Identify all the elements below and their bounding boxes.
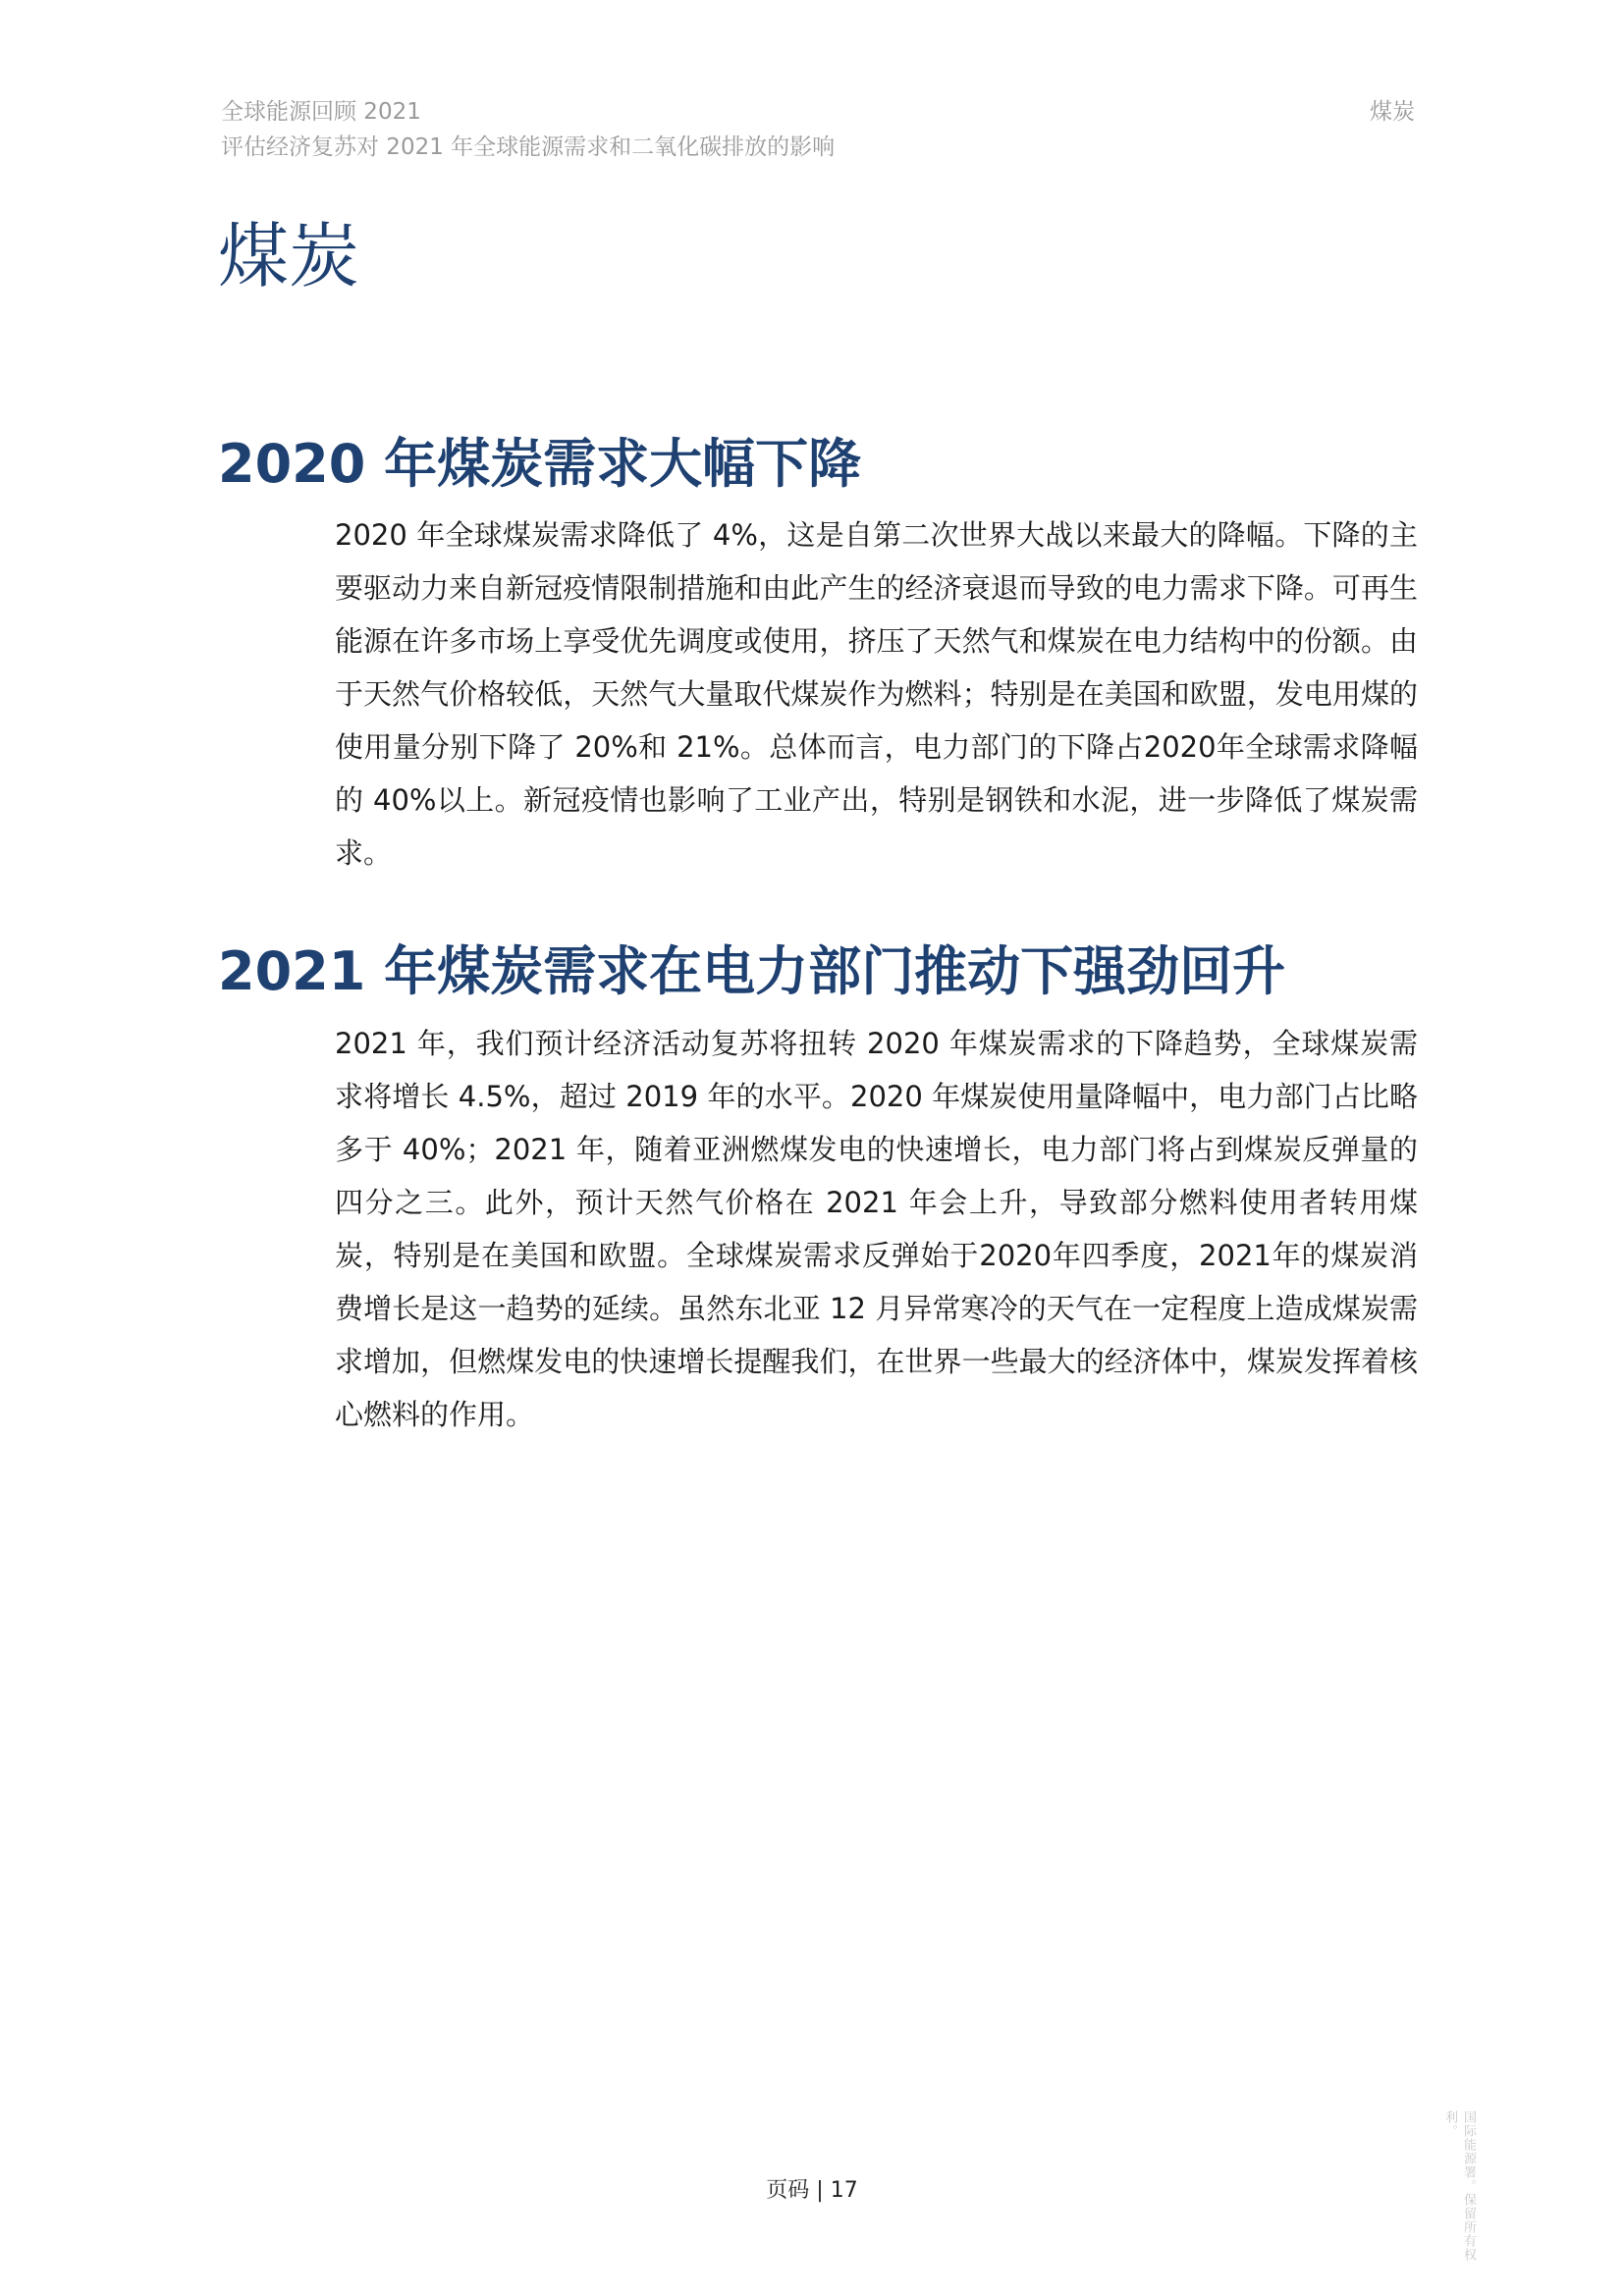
report-title: 全球能源回顾 2021 bbox=[221, 99, 421, 125]
section-body-2020: 2020 年全球煤炭需求降低了 4%，这是自第二次世界大战以来最大的降幅。下降的主要驱动力来自新冠疫情限制措施和由此产生的经济衰退而导致的电力需求下降。可再生能源在许多市场上享受优先调度或使用，挤压了天然气和煤炭在电力结构中的份额。由于天然气价格较低，天然气大量取代煤炭作为燃料；特别是在美国和欧盟，发电用煤的使用量分别下降了 20%和 21%。总体而言，电力部门的下降占2020年全球需求降幅的 40%以上。新冠疫情也影响了工业产出，特别是钢铁和水泥，进一步降低了煤炭需求。 bbox=[335, 518, 1418, 870]
section-heading-2021: 2021 年煤炭需求在电力部门推动下强劲回升 bbox=[218, 940, 1286, 1002]
section-body-2021: 2021 年，我们预计经济活动复苏将扭转 2020 年煤炭需求的下降趋势，全球煤炭需求将增长 4.5%，超过 2019 年的水平。2020 年煤炭使用量降幅中，电力部门占比略多于 40%；2021 年，随着亚洲燃煤发电的快速增长，电力部门将占到煤炭反弹量的四分之三。此外，预计天然气价格在 2021 年会上升，导致部分燃料使用者转用煤炭，特别是在美国和欧盟。全球煤炭需求反弹始于2020年四季度，2021年的煤炭消费增长是这一趋势的延续。虽然东北亚 12 月异常寒冷的天气在一定程度上造成煤炭需求增加，但燃煤发电的快速增长提醒我们，在世界一些最大的经济体中，煤炭发挥着核心燃料的作用。 bbox=[335, 1027, 1418, 1431]
section-label: 煤炭 bbox=[1370, 99, 1415, 125]
running-header bbox=[221, 94, 835, 165]
copyright-watermark: 国际能源署。保留所有权利。 bbox=[1442, 2110, 1476, 2262]
page-number: 页码 | 17 bbox=[766, 2178, 858, 2203]
section-heading-2020: 2020 年煤炭需求大幅下降 bbox=[218, 433, 862, 495]
report-subtitle: 评估经济复苏对 2021 年全球能源需求和二氧化碳排放的影响 bbox=[221, 134, 836, 160]
page-title: 煤炭 bbox=[218, 215, 360, 297]
